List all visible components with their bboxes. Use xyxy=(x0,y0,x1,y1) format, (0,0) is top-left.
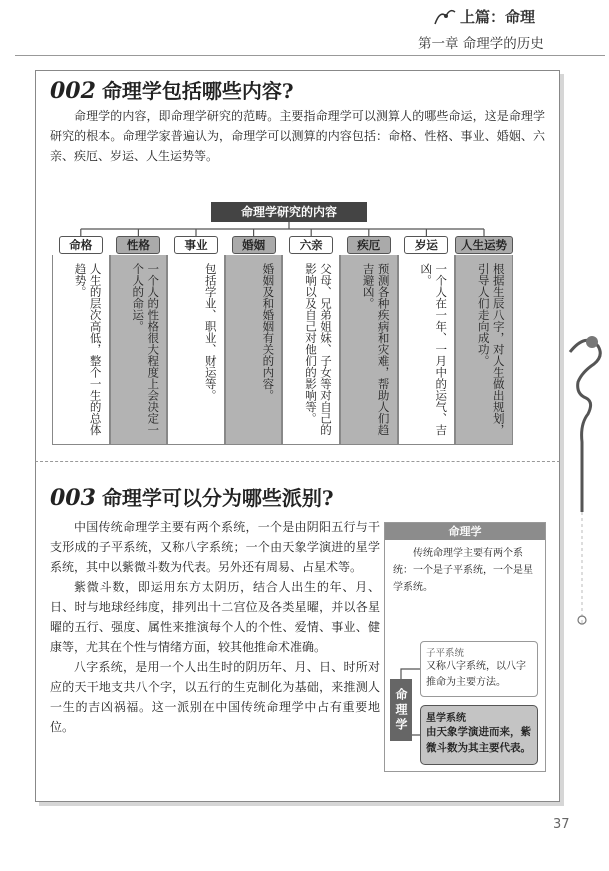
page-header xyxy=(0,0,609,64)
paragraph: 中国传统命理学主要有两个系统，一个是由阴阳五行与干支形成的子平系统，又称八字系统；一个由天象学演进的星学系统，其中以紫微斗数为代表。另外还有周易、占星术等。 xyxy=(50,520,380,574)
diagram-category: 人生运势 xyxy=(455,236,513,254)
dragon-ornament-icon xyxy=(558,312,608,632)
ziping-title: 子平系统 xyxy=(426,648,465,659)
diagram-column xyxy=(110,255,168,445)
diagram-column-text: 婚姻及和婚姻有关的内容。 xyxy=(261,263,276,401)
diagram-column-text: 根据生辰八字，对人生做出规划，引导人们走向成功。 xyxy=(476,263,506,436)
diagram-column xyxy=(455,255,513,445)
diagram-category: 六亲 xyxy=(289,236,333,254)
section-number: 003 xyxy=(50,485,96,511)
section-003-body xyxy=(50,517,380,737)
diagram-column-text: 一个人的性格很大程度上会决定一个人的命运。 xyxy=(131,263,161,436)
section-003-card xyxy=(35,462,560,802)
schools-sidebox xyxy=(384,522,546,772)
diagram-column xyxy=(52,255,110,445)
diagram-category: 疾厄 xyxy=(347,236,391,254)
diagram-column-text: 预测各种疾病和灾难，帮助人们趋吉避凶。 xyxy=(361,263,391,436)
diagram-title: 命理学研究的内容 xyxy=(211,202,367,222)
diagram-category: 岁运 xyxy=(404,236,448,254)
section-002-paragraph: 命理学的内容，即命理学研究的范畴。主要指命理学可以测算人的哪些命运，这是命理学研究的根本。命理学家普遍认为，命理学可以测算的内容包括：命格、性格、事业、婚姻、六亲、疾厄、岁运、人生运势等。 xyxy=(50,109,545,163)
diagram-column-text: 一个人在一年、一月中的运气、吉凶。 xyxy=(419,263,449,436)
header-chapter-title: 第一章 命理学的历史 xyxy=(418,36,544,52)
xingxue-system-box xyxy=(420,705,538,765)
header-part-title: 上篇：命理 xyxy=(460,8,536,26)
sidebox-intro: 传统命理学主要有两个系统：一个是子平系统，一个是星学系统。 xyxy=(393,548,533,593)
diagram-category: 事业 xyxy=(174,236,218,254)
ziping-system-box xyxy=(420,641,538,697)
diagram-category: 婚姻 xyxy=(232,236,276,254)
section-002-card xyxy=(35,70,560,462)
section-number: 002 xyxy=(50,78,96,104)
sidebox-title: 命理学 xyxy=(385,523,545,540)
section-title: 命理学包括哪些内容? xyxy=(101,79,294,103)
paragraph: 紫微斗数，即运用东方太阴历，结合人出生的年、月、日、时与地球经纬度，排列出十二宫位及各类星曜，并以各星曜的五行、强度、属性来推演每个人的个性、爱情、事业、健康等，尤其在个性与情绪方面，较其他推命术准确。 xyxy=(50,580,380,654)
diagram-category: 命格 xyxy=(59,236,103,254)
ornament-icon xyxy=(432,6,458,28)
paragraph: 八字系统，是用一个人出生时的阴历年、月、日、时所对应的天干地支共八个字，以五行的生克制化为基础，来推测人一生的吉凶祸福。这一派别在中国传统命理学中占有重要地位。 xyxy=(50,660,380,734)
ziping-desc: 又称八字系统，以八字推命为主要方法。 xyxy=(426,661,526,688)
section-title: 命理学可以分为哪些派别? xyxy=(101,486,334,510)
xingxue-title: 星学系统 xyxy=(426,713,466,724)
diagram-column xyxy=(167,255,225,445)
header-divider xyxy=(15,55,605,56)
diagram-column-text: 父母、兄弟姐妹、子女等对自己的影响以及自己对他们的影响等。 xyxy=(303,263,333,436)
xingxue-desc: 由天象学演进而来，紫微斗数为其主要代表。 xyxy=(426,726,531,754)
diagram-column xyxy=(340,255,398,445)
diagram-column xyxy=(282,255,340,445)
diagram-category: 性格 xyxy=(116,236,160,254)
diagram-column xyxy=(225,255,283,445)
page-number: 37 xyxy=(553,817,570,832)
section-003-heading xyxy=(50,482,334,511)
diagram-column-text: 人生的层次高低，整个一生的总体趋势。 xyxy=(73,263,103,436)
sidebox-vertical-label: 命理学 xyxy=(390,679,412,741)
diagram-column xyxy=(398,255,456,445)
diagram-column-text: 包括学业、职业、财运等。 xyxy=(203,263,218,401)
